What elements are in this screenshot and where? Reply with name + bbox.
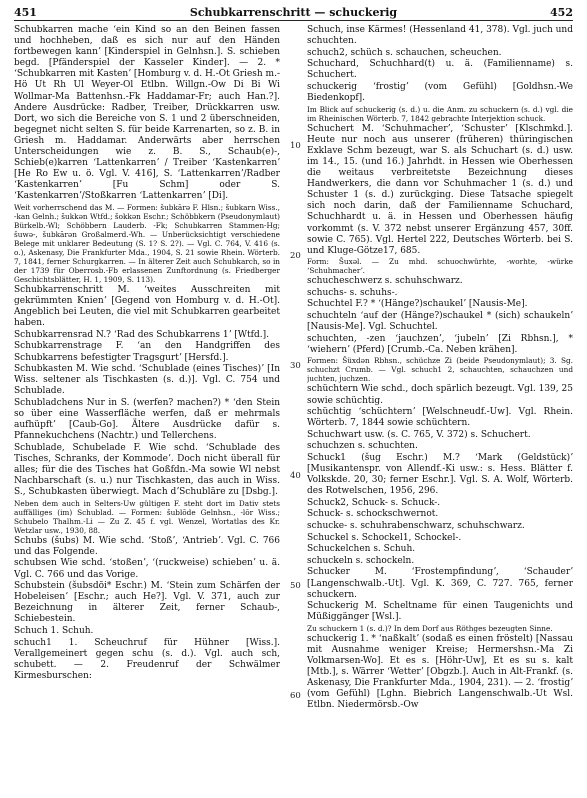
dictionary-entry: schuckerig 1. * ʻnaßkaltʼ (sodaß es einen fröstelt) [Nassau mit Ausnahme weniger Kreise; Hermershsn.-Ma Zi Volkmarsen-Wo]. Et es s. [Höhr-Uw], Et es su s. kalt [Mtb.], s. Wärrer ʻWetterʼ [Obgzb.]. Auch in Alt-Frankf. (s. Askenasy, Die Frankfurter Mda., 1904, 231). — 2. ʻfrostigʼ (vom Gefühl) [Lghn. Biebrich Langenschwalb.-Ut Wsl. Etlbn. Niedermörsb.-Ow bbox=[307, 633, 573, 711]
dictionary-entry: Schubkarrenschritt M. ʻweites Ausschreiten mit gekrümmten Knienʼ [Gegend von Homburg v. d. H.-Ot]. Angeblich bei Leuten, die viel mit Schubkarren gearbeitet haben. bbox=[14, 285, 280, 329]
line-number: 30 bbox=[290, 361, 301, 371]
dictionary-entry: Schuch 1. Schuh. bbox=[14, 626, 94, 637]
left-column bbox=[14, 25, 280, 790]
dictionary-entry: Schuckerig M. Scheltname für einen Taugenichts und Müßiggänger [Wsl.]. bbox=[307, 601, 573, 623]
entry-note: Im Blick auf schuckerig (s. d.) u. die Anm. zu schuckern (s. d.) vgl. die im Rheinischen Wörterb. 7, 1842 gebrachte Interjektion schuck. bbox=[307, 104, 573, 123]
dictionary-entry: Schuck- s. schockschwernot. bbox=[307, 509, 439, 520]
page-number-left: 451 bbox=[14, 6, 37, 19]
dictionary-entry: schuch1 1. Scheuchruf für Hühner [Wiss.]. Verallgemeinert gegen schu (s. d.). Vgl. auch sch, schubett. — 2. Freudenruf der Schwälmer Kirmesburschen: bbox=[14, 637, 280, 681]
dictionary-entry: Schubkasten M. Wie schd. ʻSchublade (eines Tisches)ʼ [In Wiss. seltener als Tischkasten (s. d.)]. Vgl. C. 754 und Schublade. bbox=[14, 364, 280, 397]
line-number: 20 bbox=[290, 251, 301, 261]
dictionary-entry: schuckeln s. schockeln. bbox=[307, 555, 415, 566]
dictionary-entry: Schubstein (šubsdōi* Eschr.) M. ʻStein zum Schärfen der Hobeleisenʼ [Eschr.; auch He?]. Vgl. V. 371, auch zur Bezeichnung in älterer Zeit, ferner Schaub-, Schiebestein. bbox=[14, 581, 280, 625]
entry-note: Neben dem auch in Selters-Uw gültigen F. steht dort im Dativ stets auffälliges (im) Schublad. — Formen: šublōde Gelnhsn., -lōr Wiss.; Schubelo Thalhm.-Li — Zu Z. 45 f. vgl. Wenzel, Wortatlas des Kr. Wetzlar usw., 1930, 88. bbox=[14, 498, 280, 535]
entry-note: Form: Šuxəl. — Zu mhd. schuochwürhte, -worhte, -würke ʻSchuhmacherʼ. bbox=[307, 257, 573, 276]
dictionary-entry: schüchtern Wie schd., doch spärlich bezeugt. Vgl. 139, 25 sowie schüchtig. bbox=[307, 384, 573, 406]
header-rule bbox=[14, 20, 573, 21]
dictionary-entry: schuchs- s. schuhs-. bbox=[307, 287, 398, 298]
dictionary-entry: schuch2, schüch s. schauchen, scheuchen. bbox=[307, 47, 502, 58]
dictionary-entry: Schuchtel F.? * ʻ(Hänge?)schaukelʼ [Nausis-Me]. bbox=[307, 299, 528, 310]
right-column bbox=[307, 25, 573, 790]
line-number: 60 bbox=[290, 691, 301, 701]
entry-note: Weit vorherrschend das M. — Formen: šubkārə F. Hlsn.; šubkarn Wiss., -kan Gelnh.; šukkən Wtfd.; šokkən Eschr.; Schöbbkern (Pseudonymlaut) Bürkelb.-Wl; Schöbbern Lauderb. -Fk; Schubkarren Stammen-Hg; šuwə-, šubkārən Großalmerd.-Wh. — Unberücksichtigt verschiedene Belege mit unklarer Bedeutung (S. 1? S. 2?). — Vgl. C. 764, V. 416 (s. o.), Askenasy, Die Frankfurter Mda., 1904, S. 21 sowie Rhein. Wörterb. 7, 1841, ferner Schurgkarren. — In älterer Zeit auch Schubkarch, so in der 1739 für Oberrosb.-Fb erlassenen Zunftordnung (s. Friedberger Geschichtsblätter, H. 1, 1909, S. 113). bbox=[14, 203, 280, 284]
dictionary-entry: Schublade, Schubelade F. Wie schd. ʻSchublade des Tisches, Schranks, der Kommodeʼ. Doch nicht überall für alles; für die des Tisches hat Goßfdn.-Ma sowie Wl nebst Nachbarschaft (s. u.) nur Tischkasten, das auch in Wiss. S., Schubkasten überwiegt. Mach dʼSchublāre zu [Dsbg.]. bbox=[14, 442, 280, 498]
dictionary-entry: schuchteln ʻauf der (Hänge?)schaukel * (sich) schaukelnʼ [Nausis-Me]. Vgl. Schuchtel. bbox=[307, 311, 573, 333]
dictionary-entry: schüchtig ʻschüchternʼ [Welschneudf.-Uw]. Vgl. Rhein. Wörterb. 7, 1844 sowie schüchtern. bbox=[307, 407, 573, 429]
dictionary-entry: Schuchard, Schuchhard(t) u. ä. (Familienname) s. Schuchert. bbox=[307, 59, 573, 81]
dictionary-entry: Schubkarrenstrage F. ʻan den Handgriffen des Schubkarrens befestigter Tragsgurtʼ [Hersfd.]. bbox=[14, 341, 280, 363]
dictionary-entry: Schubs (šubs) M. Wie schd. ʻStoßʼ, ʻAntriebʼ. Vgl. C. 766 und das Folgende. bbox=[14, 535, 280, 557]
dictionary-entry: Schuch, inse Kärmes! (Hessenland 41, 378). Vgl. juch und schuchten. bbox=[307, 25, 573, 47]
entry-note: Zu schuckern 1 (s. d.)? In dem Dorf aus Röthges bezeugten Sinne. bbox=[307, 623, 553, 633]
dictionary-entry: Schubkarrensrad N.? ʻRad des Schubkarrens 1ʼ [Wtfd.]. bbox=[14, 329, 269, 340]
dictionary-entry: Schuckelchen s. Schuh. bbox=[307, 544, 416, 555]
dictionary-entry: Schucker M. ʻFrostempfindungʼ, ʻSchauderʼ [Langenschwalb.-Ut]. Vgl. K. 369, C. 727. 765, ferner schuckern. bbox=[307, 567, 573, 600]
line-number: 10 bbox=[290, 141, 301, 151]
dictionary-entry: Schubladchens Nur in S. (werfen? machen?) * ʻden Stein so über eine Wasserfläche werfen, daß er mehrmals aufhüpftʼ [Caub-Go]. Ältere Ausdrücke dafür s. Pfannekuchchens (Nachtr.) und Tellerchens. bbox=[14, 397, 280, 442]
dictionary-entry: schucke- s. schuhrabenschwarz, schuhschwarz. bbox=[307, 521, 525, 532]
dictionary-entry: Schuchwart usw. (s. C. 765, V. 372) s. Schuchert. bbox=[307, 429, 531, 440]
entry-note: Formen: Šüxdən Rbhsn., schüchze Zi (beide Pseudonymlaut); 3. Sg. schuchzt Crumb. — Vgl. schuch1 2, schauchten, schauchzen und juchten, juchzen. bbox=[307, 356, 573, 384]
dictionary-entry: schubsen Wie schd. ʻstoßenʼ, ʻ(ruckweise) schiebenʼ u. ä. Vgl. C. 766 und das Vorige. bbox=[14, 558, 280, 580]
dictionary-entry: schuckerig ʻfrostigʼ (vom Gefühl) [Goldhsn.-We Biedenkopf]. bbox=[307, 81, 573, 104]
dictionary-entry: Schuck2, Schuck- s. Schuck-. bbox=[307, 497, 441, 508]
dictionary-entry: Schuck1 (šug Eschr.) M.? ʻMark (Geldstück)ʼ [Musikantenspr. von Allendf.-Ki usw.: s. Hess. Blätter f. Volkskde. 20, 30; ferner Eschr.]. Vgl. S. A. Wolf, Wörterb. des Rotwelschen, 1956, 296. bbox=[307, 453, 573, 497]
dictionary-entry: schuchten, -zen ʻjauchzenʼ, ʻjubelnʼ [Zi Rbhsn.], * ʻwiehernʼ (Pferd) [Crumb.-Ca. Neben krähen]. bbox=[307, 333, 573, 355]
dictionary-entry: Schubkarren mache ʻein Kind so an den Beinen fassen und hochheben, daß es sich nur auf den Händen fortbewegen kannʼ [Kinderspiel in Gelnhsn.]. S. schieben begd. [Pfänderspiel der Kasseler Kinder]. — 2. * ʻSchubkarren mit Kastenʼ [Homburg v. d. H.-Ot Griesh m.-Hö Ut Rh Ul Weyer-Ol Etlbn. Willgn.-Ow Di Bi Wi Wollmar-Ma Battenhsn.-Fk Haddamar-Fr; auch Han.?]. Andere Ausdrücke: Radber, Treiber, Drückkarren usw. Dort, wo sich die Bereiche von S. 1 und 2 überschneiden, begegnet nicht selten S. für beide Karrenarten, so z. B. in Griesh m. Haddamar. Anderwärts aber herrschen Unterscheidungen wie z. B. S., Schaub(e)-, Schieb(e)karren ʻLattenkarrenʼ / Treiber ʻKastenkarrenʼ [He Ro Ew u. ö. Vgl. V. 416], S. ʻLattenkarrenʼ/Radber ʻKastenkarrenʼ [Fu Schm] oder S. ʻKastenkarrenʼ/Stoßkarren ʻLattenkarrenʼ [Di]. bbox=[14, 25, 280, 202]
line-number: 40 bbox=[290, 471, 301, 481]
dictionary-entry: schucheschwerz s. schuhschwarz. bbox=[307, 276, 463, 287]
dictionary-entry: Schuckel s. Schockel1, Schockel-. bbox=[307, 532, 462, 543]
dictionary-entry: schuchzen s. schuchten. bbox=[307, 441, 418, 452]
dictionary-entry: Schuchert M. ʻSchuhmacherʼ, ʻSchusterʼ [Klschmkd.]. Heute nur noch aus unserer (früheren) thüringischen Exklave Schm bezeugt, war S. als Schuchart (s. d.) usw. im 14., 15. (und 16.) Jahrhdt. in Hessen wie Oberhessen die weitaus verbreitetste Bezeichnung dieses Handwerkers, die dann vor Schuhmacher 1 (s. d.) und Schuster 1 (s. d.) zurückging. Diese Tatsache spiegelt sich noch darin, daß der Familienname Schuchard, Schuchhardt u. ä. in Hessen und Oberhessen häufig vorkommt (s. V. 372 nebst unserer Ergänzung 457, 30ff. sowie C. 765). Vgl. Hertel 222, Deutsches Wörterb. bei S. und Kluge-Götze17, 685. bbox=[307, 123, 573, 256]
line-number: 50 bbox=[290, 581, 301, 591]
page-number-right: 452 bbox=[550, 6, 573, 19]
running-head: Schubkarrenschritt — schuckerig bbox=[189, 6, 398, 19]
